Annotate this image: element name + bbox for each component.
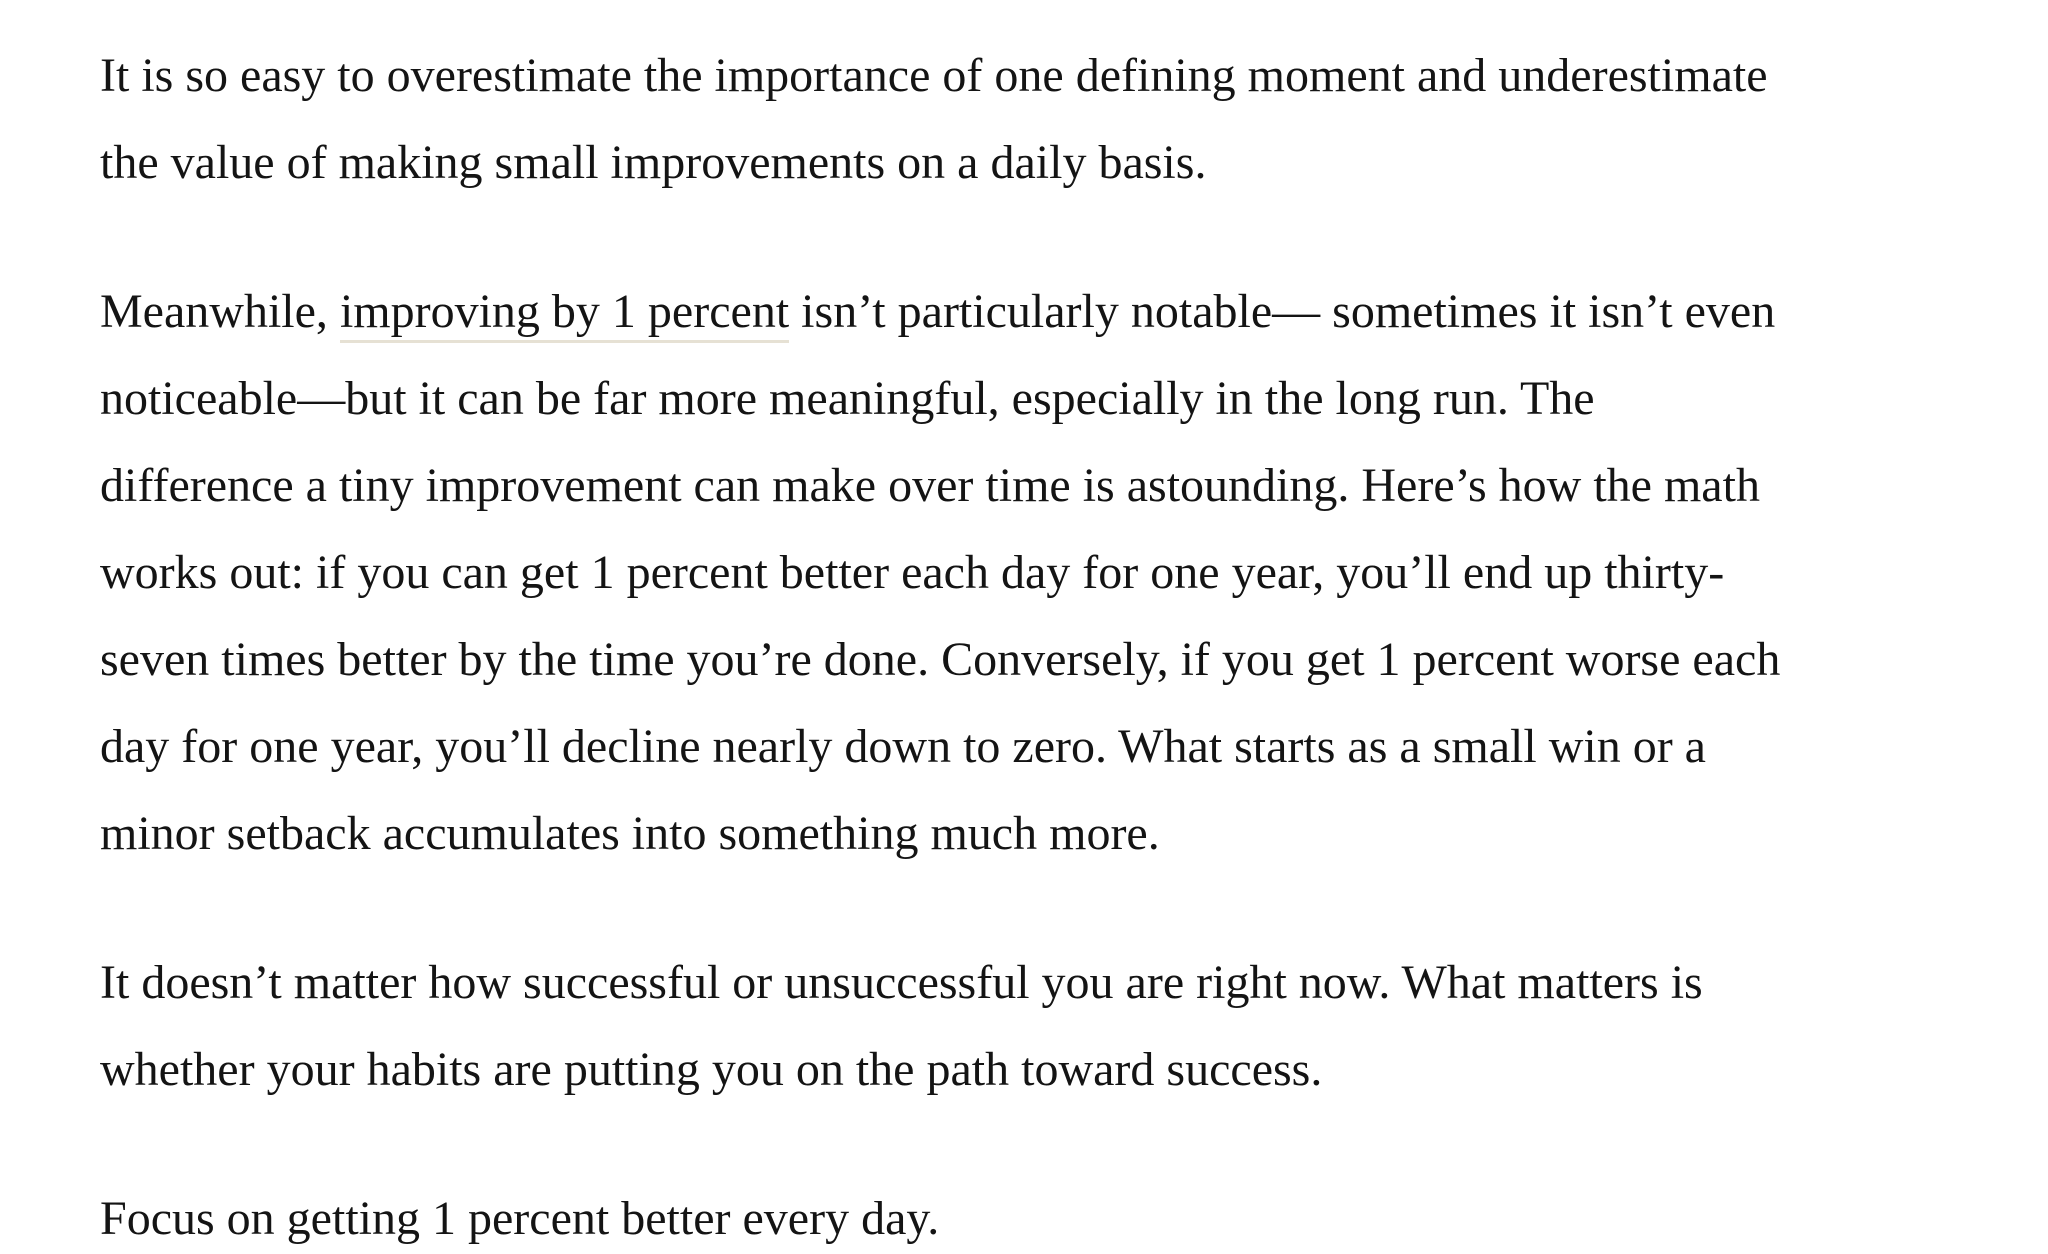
paragraph-2-line-5: seven times better by the time you’re done. Conversely, if you get 1 percent worse each	[100, 633, 1781, 686]
paragraph-2-line-2: noticeable—but it can be far more meaningful, especially in the long run. The	[100, 372, 1595, 425]
paragraph-4-line-1: Focus on getting 1 percent better every day.	[100, 1192, 940, 1245]
paragraph-1-line-1: It is so easy to overestimate the importance of one defining moment and underestimate	[100, 49, 1768, 102]
paragraph-2-line-6: day for one year, you’ll decline nearly down to zero. What starts as a small win or a	[100, 720, 1706, 773]
improving-link[interactable]: improving by 1 percent	[340, 285, 789, 343]
paragraph-3-line-1: It doesn’t matter how successful or unsuccessful you are right now. What matters is	[100, 956, 1703, 1009]
paragraph-2-prefix: Meanwhile,	[100, 285, 340, 338]
paragraph-1-line-2: the value of making small improvements on a daily basis.	[100, 136, 1207, 189]
paragraph-2-line-4: works out: if you can get 1 percent better each day for one year, you’ll end up thirty-	[100, 546, 1725, 599]
paragraph-2-line-7: minor setback accumulates into something much more.	[100, 807, 1160, 860]
paragraph-2-line-1	[100, 284, 1775, 340]
paragraph-2-suffix: isn’t particularly notable— sometimes it isn’t even	[789, 285, 1776, 338]
paragraph-2-line-3: difference a tiny improvement can make over time is astounding. Here’s how the math	[100, 459, 1760, 512]
paragraph-3-line-2: whether your habits are putting you on the path toward success.	[100, 1043, 1323, 1096]
